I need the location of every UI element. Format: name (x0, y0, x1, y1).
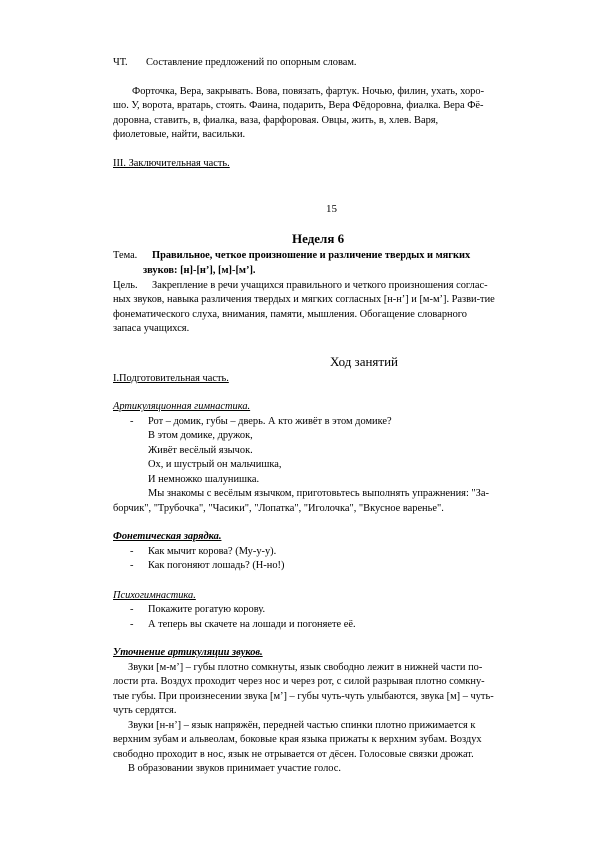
section-number: ЧТ. (113, 57, 128, 68)
clarify-para2-line: Звуки [н-н’] – язык напряжён, передней частью спинки плотно прижимается к (128, 720, 476, 731)
words-line-4: фиолетовые, найти, васильки. (113, 129, 246, 140)
psycho-heading: Психогимнастика. (113, 590, 196, 601)
topic-line-1: Правильное, четкое произношение и различение твердых и мягких (152, 250, 471, 261)
page-number: 15 (326, 203, 337, 215)
goal-label: Цель. (113, 280, 138, 291)
list-dash: - (130, 604, 134, 615)
words-line-3: доровна, ставить, в, фиалка, ваза, фарфоровая. Овцы, жить, в, хлев. Варя, (113, 115, 439, 126)
goal-line-3: фонематического слуха, внимания, памяти, мышления. Обогащение словарного (113, 309, 467, 320)
words-line-1: Форточка, Вера, закрывать. Вова, повязать, фартук. Ночью, филин, ухать, хоро- (132, 86, 485, 97)
clarify-para1-line: тые губы. При произнесении звука [м’] – губы чуть-чуть улыбаются, звука [м] – чуть- (113, 691, 494, 702)
goal-line-1: Закрепление в речи учащихся правильного и четкого произношения соглас- (152, 280, 488, 291)
phonetic-item: Как мычит корова? (Му-у-у). (148, 546, 277, 557)
list-dash: - (130, 619, 134, 630)
psycho-item: А теперь вы скачете на лошади и погоняете её. (148, 619, 356, 630)
psycho-item: Покажите рогатую корову. (148, 604, 266, 615)
articulation-line: Ох, и шустрый он мальчишка, (148, 459, 282, 470)
clarify-para1-line: лости рта. Воздух проходит через нос и через рот, с силой разрывая плотно сомкну- (113, 676, 485, 687)
week-title: Неделя 6 (292, 231, 345, 246)
phonetic-heading: Фонетическая зарядка. (113, 531, 222, 542)
goal-line-4: запаса учащихся. (113, 323, 190, 334)
topic-label: Тема. (113, 250, 138, 261)
articulation-heading: Артикуляционная гимнастика. (113, 401, 251, 412)
articulation-line: Живёт весёлый язычок. (148, 445, 253, 456)
exercise-line-1: Мы знакомы с весёлым язычком, приготовьтесь выполнять упражнения: "За- (148, 488, 489, 499)
clarify-para2-line: верхним зубам и альвеолам, боковые края языка прижаты к верхним зубам. Воздух (113, 734, 482, 745)
clarify-heading: Уточнение артикуляции звуков. (113, 647, 263, 658)
articulation-line: И немножко шалунишка. (148, 474, 260, 485)
clarify-para2-line: свободно проходит в нос, язык не отрывается от дёсен. Голосовые связки дрожат. (113, 749, 474, 760)
final-part-heading: III. Заключительная часть. (113, 158, 230, 169)
clarify-para1-line: чуть сердятся. (113, 705, 177, 716)
clarify-para3: В образовании звуков принимает участие голос. (128, 763, 341, 774)
lesson-title: Ход занятий (330, 354, 398, 369)
goal-line-2: ных звуков, навыка различения твердых и мягких согласных [н-н’] и [м-м’]. Разви-тие (113, 294, 495, 305)
list-dash: - (130, 416, 134, 427)
topic-line-2: звуков: [н]-[н’], [м]-[м’]. (143, 265, 256, 276)
words-line-2: шо. У, ворота, вратарь, стоять. Фаина, подарить, Вера Фёдоровна, фиалка. Вера Фё- (113, 100, 484, 111)
clarify-para1-line: Звуки [м-м’] – губы плотно сомкнуты, язык свободно лежит в нижней части по- (128, 662, 483, 673)
list-dash: - (130, 546, 134, 557)
phonetic-item: Как погоняют лошадь? (Н-но!) (148, 560, 285, 571)
exercise-line-2: борчик", "Трубочка", "Часики", "Лопатка", "Иголочка", "Вкусное варенье". (113, 503, 444, 514)
prep-part-heading: I.Подготовительная часть. (113, 373, 229, 384)
articulation-line: В этом домике, дружок, (148, 430, 253, 441)
articulation-line: Рот – домик, губы – дверь. А кто живёт в этом домике? (148, 416, 392, 427)
section-title: Составление предложений по опорным словам. (146, 57, 357, 68)
list-dash: - (130, 560, 134, 571)
